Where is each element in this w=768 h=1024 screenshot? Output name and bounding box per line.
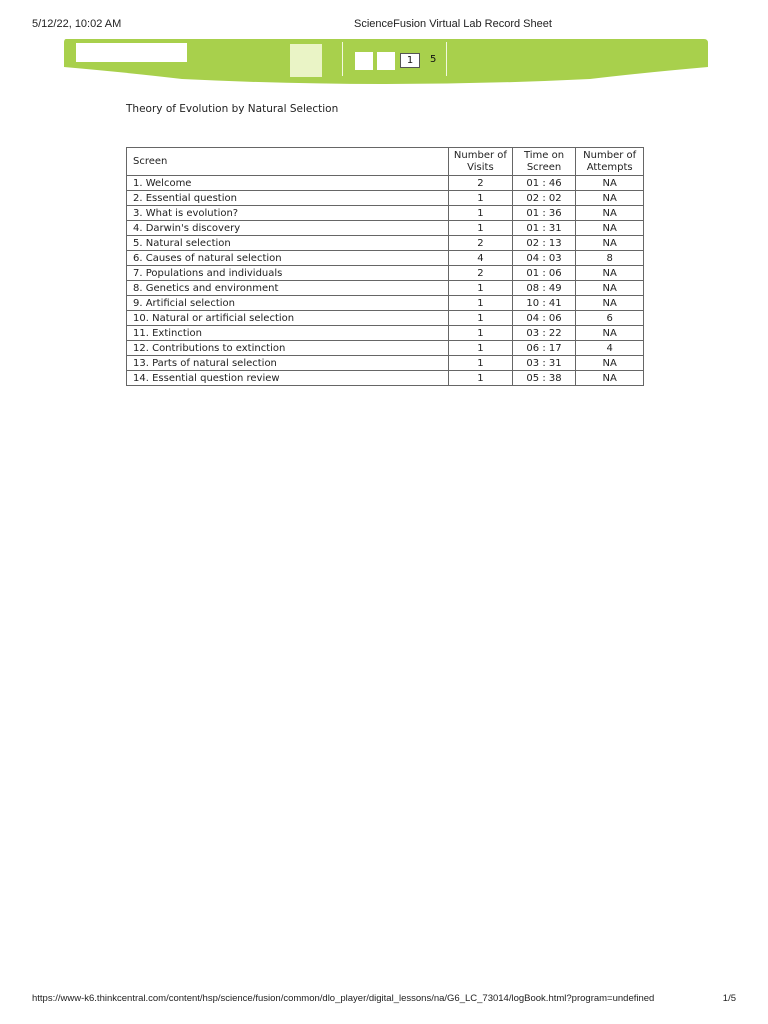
table-row [127,266,644,281]
cell-visits: 1 [449,326,513,341]
cell-attempts: NA [576,296,644,311]
cell-time: 01 : 31 [512,221,576,236]
header-line: Visits [467,161,494,173]
toolbar-search-input[interactable] [76,43,187,62]
table-row [127,356,644,371]
column-header-attempts [576,148,644,176]
cell-attempts: 4 [576,341,644,356]
cell-attempts: NA [576,356,644,371]
cell-screen: 8. Genetics and environment [127,281,449,296]
header-line: Time on [523,149,565,161]
cell-screen: 6. Causes of natural selection [127,251,449,266]
cell-visits: 1 [449,281,513,296]
cell-attempts: NA [576,266,644,281]
table-row [127,341,644,356]
cell-screen: 12. Contributions to extinction [127,341,449,356]
table-row [127,371,644,386]
previous-page-button[interactable] [355,52,373,70]
column-header-time [512,148,576,176]
cell-visits: 2 [449,176,513,191]
print-page-url: https://www-k6.thinkcentral.com/content/hsp/science/fusion/common/dlo_player/digital_lessons/na/G6_LC_73014/logBook.html?program=undefined [32,993,655,1004]
print-document-title: ScienceFusion Virtual Lab Record Sheet [354,18,552,30]
cell-screen: 1. Welcome [127,176,449,191]
cell-visits: 1 [449,356,513,371]
total-pages-label: 5 [430,54,437,65]
header-line: Screen [526,161,562,173]
table-row [127,176,644,191]
cell-visits: 1 [449,221,513,236]
cell-time: 02 : 13 [512,236,576,251]
header-line: Number of [583,149,637,161]
cell-screen: 9. Artificial selection [127,296,449,311]
print-page-indicator: 1/5 [722,993,736,1004]
print-datetime: 5/12/22, 10:02 AM [32,18,122,30]
table-row [127,236,644,251]
cell-attempts: NA [576,371,644,386]
column-header-visits [449,148,513,176]
cell-time: 10 : 41 [512,296,576,311]
cell-screen: 5. Natural selection [127,236,449,251]
column-header-screen: Screen [127,148,449,176]
cell-visits: 1 [449,191,513,206]
cell-time: 04 : 03 [512,251,576,266]
cell-visits: 1 [449,296,513,311]
cell-time: 03 : 31 [512,356,576,371]
table-header-row [127,148,644,176]
cell-time: 01 : 36 [512,206,576,221]
cell-attempts: NA [576,221,644,236]
cell-attempts: NA [576,191,644,206]
toolbar-divider [446,42,447,76]
cell-time: 04 : 06 [512,311,576,326]
table-row [127,191,644,206]
cell-screen: 14. Essential question review [127,371,449,386]
print-header [32,18,736,32]
cell-screen: 2. Essential question [127,191,449,206]
print-footer [32,993,736,1007]
toolbar-panel-button[interactable] [290,44,322,77]
cell-visits: 1 [449,341,513,356]
table-row [127,221,644,236]
cell-screen: 11. Extinction [127,326,449,341]
header-line: Attempts [586,161,633,173]
cell-attempts: NA [576,206,644,221]
cell-screen: 13. Parts of natural selection [127,356,449,371]
cell-attempts: NA [576,236,644,251]
cell-time: 08 : 49 [512,281,576,296]
cell-time: 06 : 17 [512,341,576,356]
lesson-toolbar [62,37,710,87]
cell-visits: 1 [449,206,513,221]
current-page-field[interactable]: 1 [400,53,420,68]
cell-time: 02 : 02 [512,191,576,206]
table-row [127,326,644,341]
header-line: Number of [453,149,507,161]
cell-screen: 3. What is evolution? [127,206,449,221]
cell-attempts: NA [576,176,644,191]
record-table [126,147,644,386]
cell-screen: 10. Natural or artificial selection [127,311,449,326]
cell-time: 01 : 06 [512,266,576,281]
cell-visits: 2 [449,266,513,281]
cell-visits: 1 [449,371,513,386]
record-table-body [127,176,644,386]
toolbar-divider [342,42,343,76]
cell-time: 05 : 38 [512,371,576,386]
next-page-button[interactable] [377,52,395,70]
cell-screen: 4. Darwin's discovery [127,221,449,236]
cell-screen: 7. Populations and individuals [127,266,449,281]
table-row [127,206,644,221]
table-row [127,296,644,311]
cell-time: 03 : 22 [512,326,576,341]
cell-time: 01 : 46 [512,176,576,191]
table-row [127,251,644,266]
cell-visits: 2 [449,236,513,251]
table-row [127,281,644,296]
cell-attempts: 6 [576,311,644,326]
cell-attempts: NA [576,326,644,341]
cell-visits: 4 [449,251,513,266]
cell-visits: 1 [449,311,513,326]
table-row [127,311,644,326]
cell-attempts: NA [576,281,644,296]
cell-attempts: 8 [576,251,644,266]
lesson-title: Theory of Evolution by Natural Selection [126,103,339,115]
